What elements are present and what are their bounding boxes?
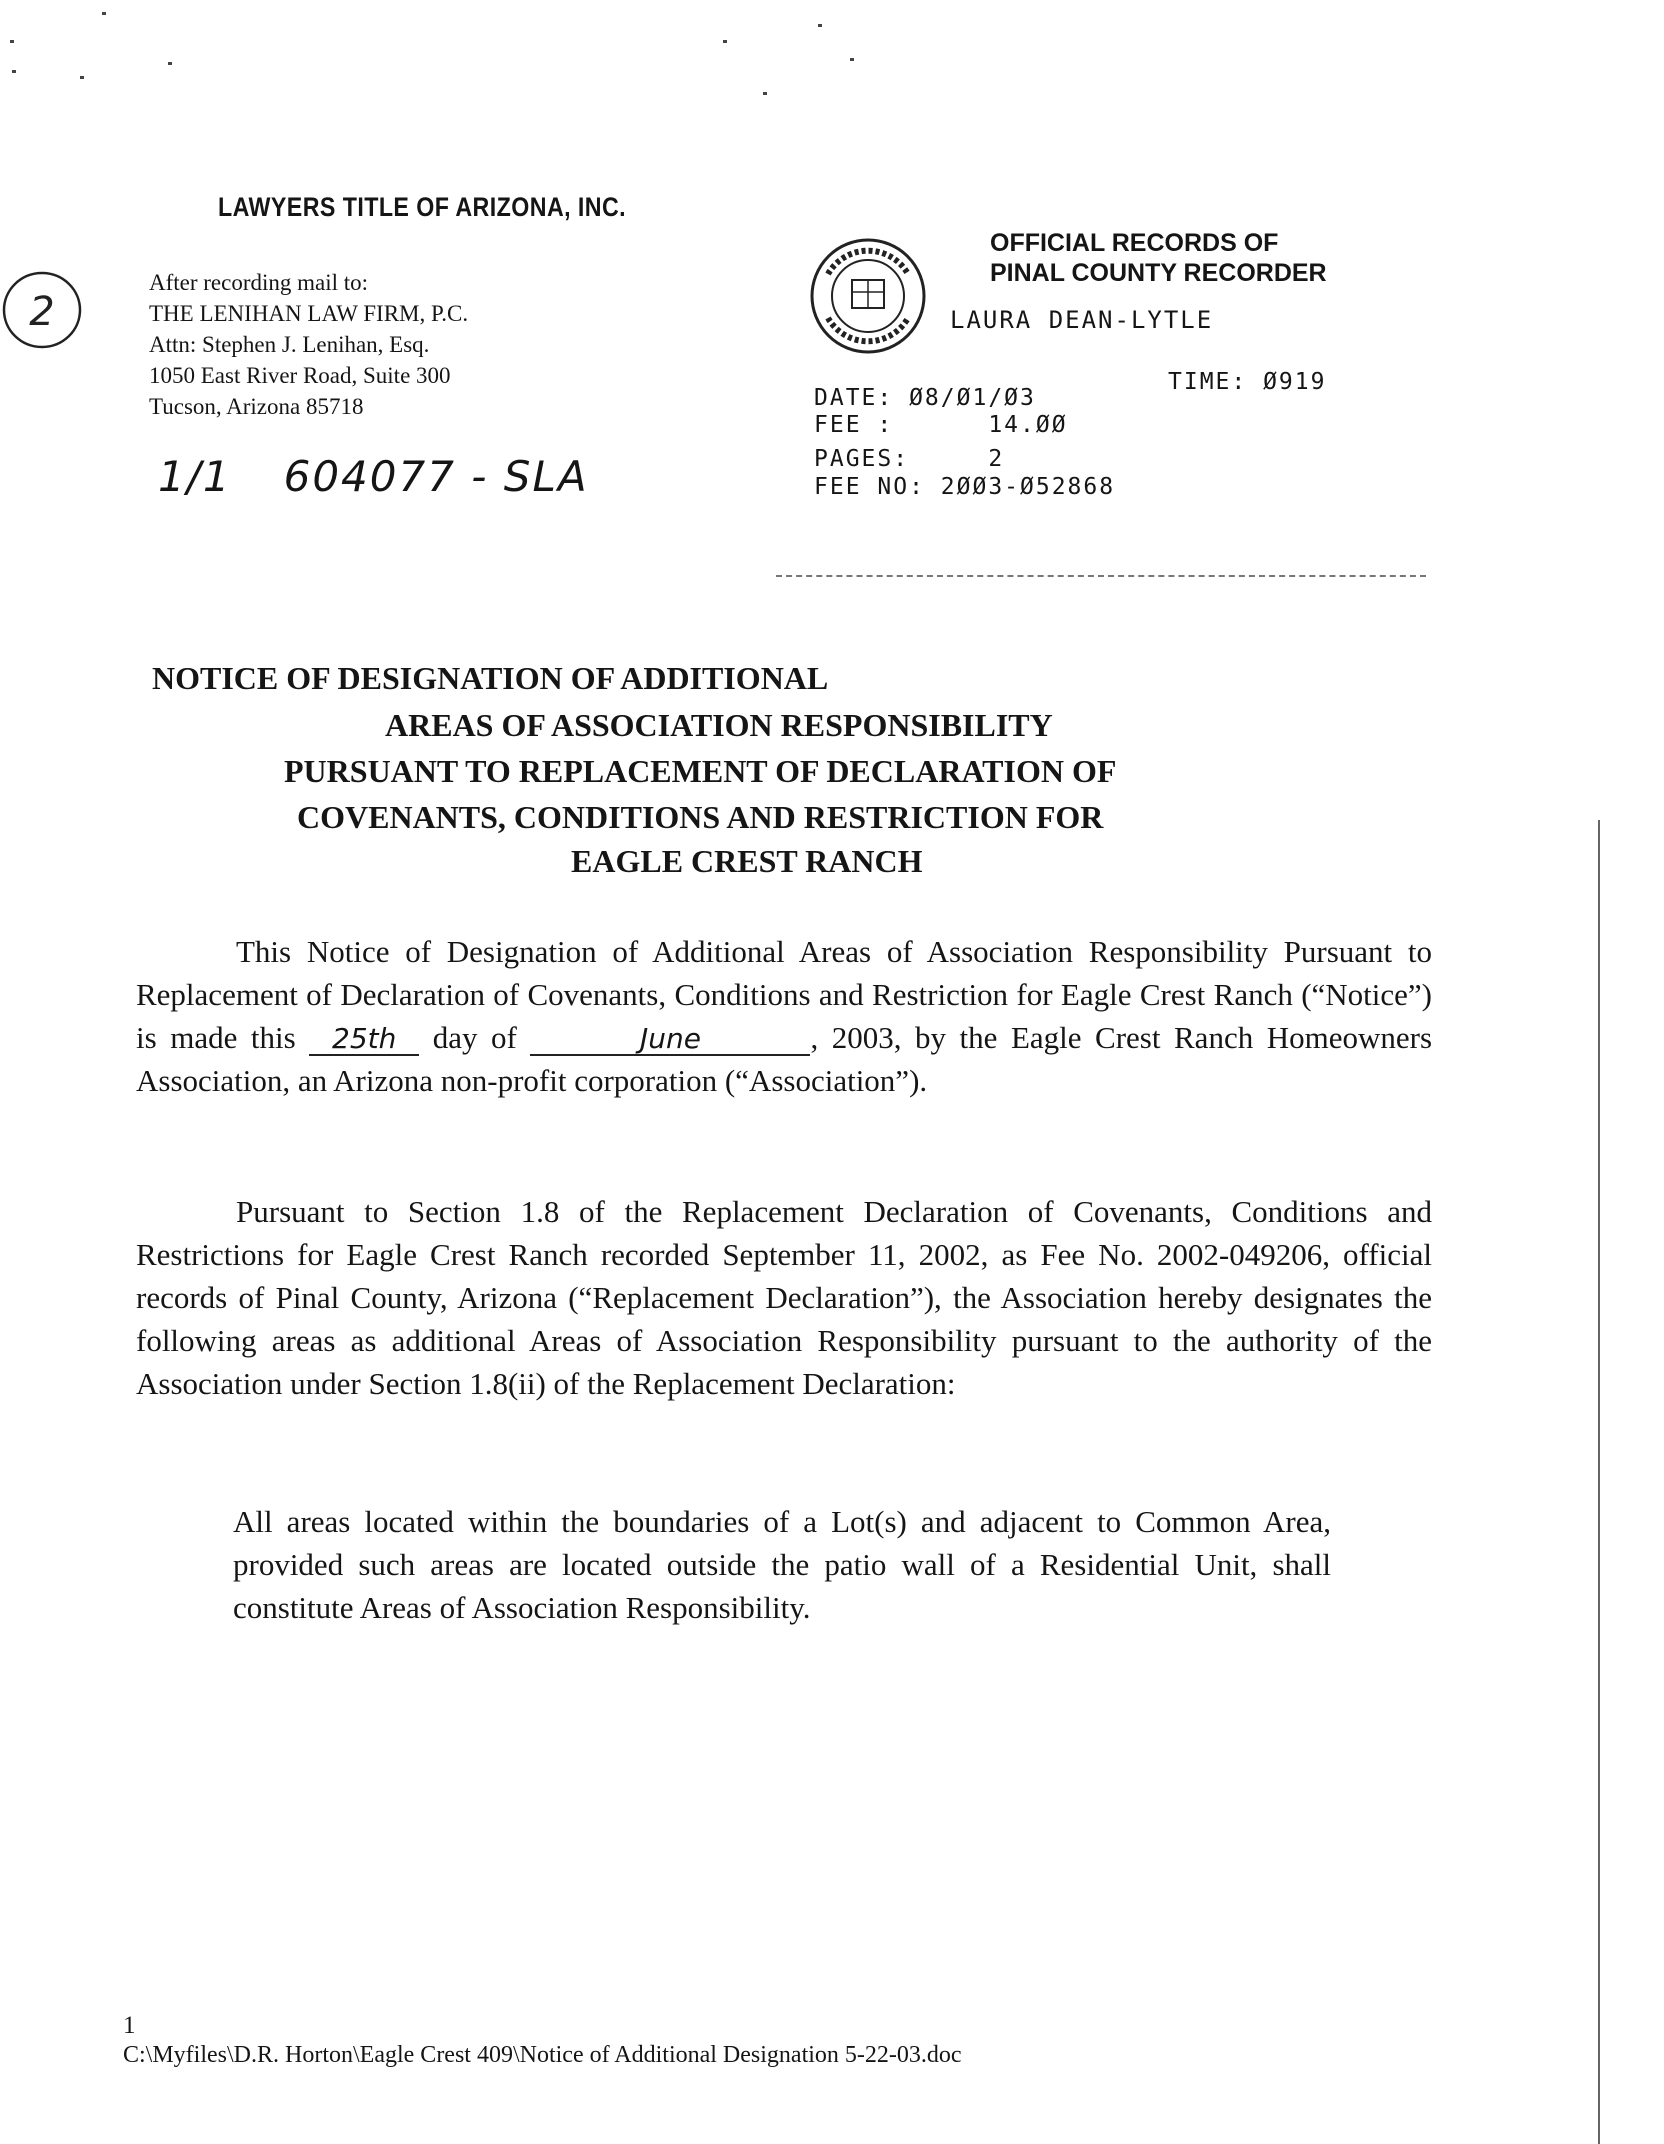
designation-paragraph — [136, 1190, 1432, 1405]
recorder-name: LAURA DEAN-LYTLE — [950, 306, 1214, 334]
scan-speck — [12, 70, 16, 73]
page-number: 1 — [123, 2012, 136, 2039]
recording-fee: FEE : 14.ØØ — [814, 412, 1068, 438]
notice-paragraph-text: This Notice of Designation of Additional Areas of Association Responsibility Pursuant to Replacement of Declaration of Covenants, Conditions and Restriction for Eagle Crest Ranch (“Notice”) is made this — [136, 934, 1432, 1055]
document-title-line: NOTICE OF DESIGNATION OF ADDITIONAL — [152, 660, 829, 696]
recording-fee-number: FEE NO: 2ØØ3-Ø52868 — [814, 474, 1116, 500]
stamp-divider — [776, 575, 1426, 580]
notice-paragraph-text: day of — [432, 1020, 517, 1055]
recording-date: DATE: Ø8/Ø1/Ø3 — [814, 385, 1036, 411]
official-records-line1: OFFICIAL RECORDS OF — [990, 229, 1279, 257]
scan-speck — [168, 62, 172, 65]
notice-paragraph — [136, 930, 1432, 1102]
file-path: C:\Myfiles\D.R. Horton\Eagle Crest 409\Notice of Additional Designation 5-22-03.doc — [123, 2042, 962, 2068]
month-field: June — [530, 1024, 810, 1056]
scan-speck — [723, 40, 727, 43]
mail-to-city: Tucson, Arizona 85718 — [149, 394, 364, 419]
recording-time: TIME: Ø919 — [1168, 369, 1327, 395]
scan-speck — [10, 40, 14, 43]
scan-margin-line — [1598, 820, 1600, 2144]
handwritten-count: 1/1 — [158, 452, 232, 501]
scan-speck — [763, 92, 767, 95]
mail-to-attn: Attn: Stephen J. Lenihan, Esq. — [149, 332, 430, 357]
county-seal-icon — [808, 236, 928, 356]
scan-speck — [818, 24, 822, 27]
scan-speck — [102, 12, 106, 15]
title-company-name: LAWYERS TITLE OF ARIZONA, INC. — [218, 192, 627, 222]
designation-quote: All areas located within the boundaries of a Lot(s) and adjacent to Common Area, provided such areas are located outside the patio wall of a Residential Unit, shall constitute Areas of Association Responsibility. — [233, 1504, 1331, 1625]
scan-speck — [80, 76, 84, 79]
handwritten-order: 604077 - SLA — [283, 452, 589, 501]
notice-paragraph-text: , 2003, by the Eagle Crest Ranch Homeowners Association, an Arizona non-profit corporation (“Association”). — [136, 1020, 1433, 1098]
document-title-line: AREAS OF ASSOCIATION RESPONSIBILITY — [385, 707, 1053, 743]
circled-number: 2 — [29, 289, 55, 335]
mail-to-firm: THE LENIHAN LAW FIRM, P.C. — [149, 301, 469, 326]
recording-pages: PAGES: 2 — [814, 446, 1005, 472]
official-records-title — [990, 228, 1327, 288]
mail-to-label: After recording mail to: — [149, 270, 369, 295]
document-title-line: EAGLE CREST RANCH — [571, 843, 923, 879]
handwritten-order-number — [158, 452, 589, 501]
circled-number-mark — [2, 270, 82, 350]
document-title-line: PURSUANT TO REPLACEMENT OF DECLARATION OF — [284, 753, 1117, 789]
day-field: 25th — [309, 1024, 419, 1056]
official-records-line2: PINAL COUNTY RECORDER — [990, 259, 1327, 287]
document-title-line: COVENANTS, CONDITIONS AND RESTRICTION FOR — [297, 799, 1104, 835]
mail-to-street: 1050 East River Road, Suite 300 — [149, 363, 451, 388]
recording-mail-to-block — [149, 267, 468, 422]
designation-paragraph-text: Pursuant to Section 1.8 of the Replacement Declaration of Covenants, Conditions and Restrictions for Eagle Crest Ranch recorded September 11, 2002, as Fee No. 2002-049206, official records of Pinal County, Arizona (“Replacement Declaration”), the Association hereby designates the following areas as additional Areas of Association Responsibility pursuant to the authority of the Association under Section 1.8(ii) of the Replacement Declaration: — [136, 1194, 1432, 1401]
scan-speck — [850, 58, 854, 61]
